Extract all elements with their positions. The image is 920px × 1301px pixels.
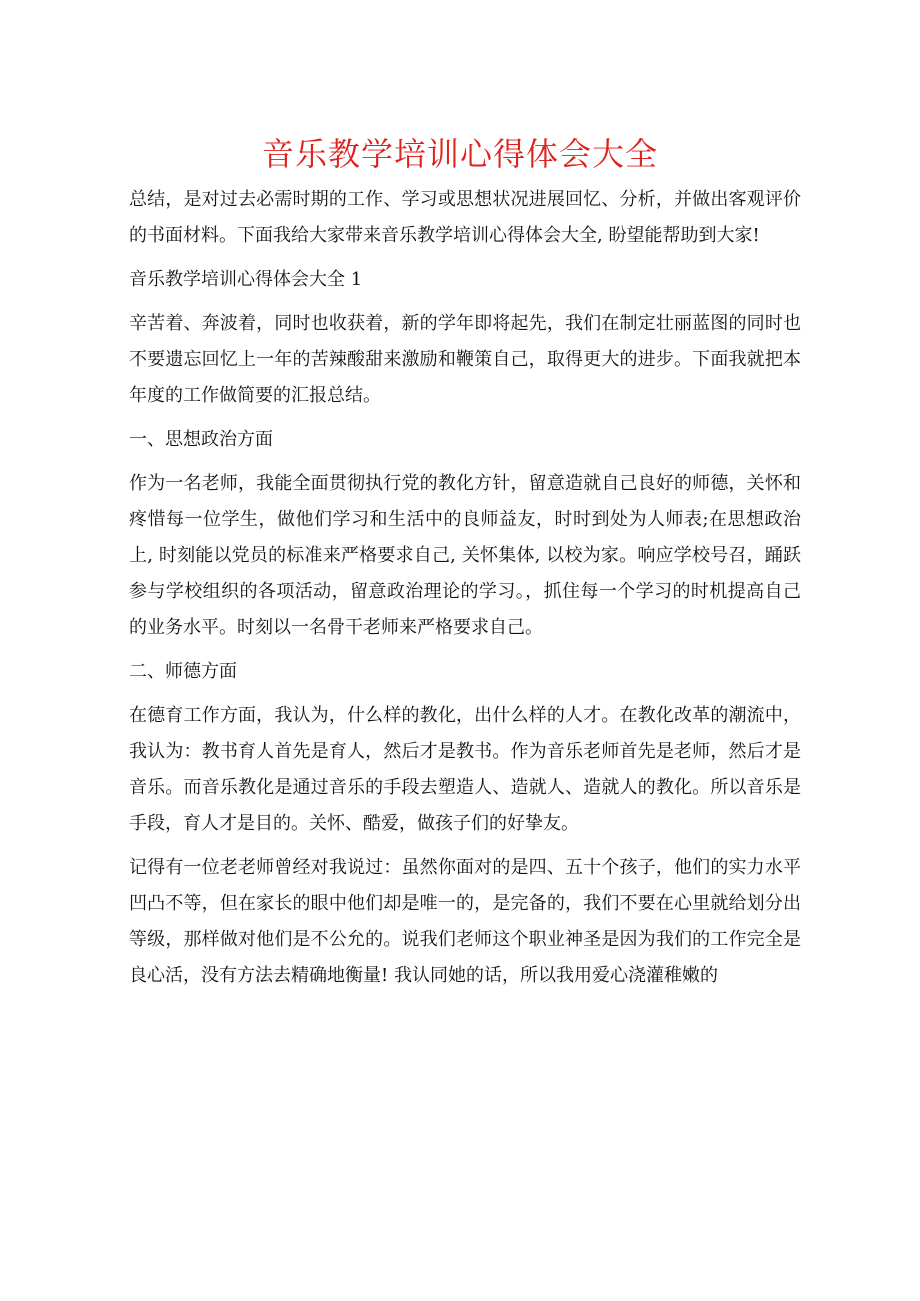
section-heading: 一、思想政治方面 bbox=[129, 429, 273, 450]
body-paragraph: 在德育工作方面，我认为，什么样的教化，出什么样的人才。在教化改革的潮流中，我认为：教书育人首先是育人，然后才是教书。作为音乐老师首先是老师，然后才是音乐。而音乐教化是通过音乐的手段去塑造人、造就人、造就人的教化。所以音乐是手段，育人才是目的。关怀、酷爱，做孩子们的好挚友。 bbox=[129, 705, 801, 834]
document-title: 音乐教学培训心得体会大全 bbox=[261, 135, 658, 173]
body-paragraph: 作为一名老师，我能全面贯彻执行党的教化方针，留意造就自己良好的师德，关怀和疼惜每一位学生，做他们学习和生活中的良师益友，时时到处为人师表;在思想政治上, 时刻能以党员的标准来严格要求自己, 关怀集体, 以校为家。响应学校号召，踊跃参与学校组织的各项活动，留意政治理论的学习。，抓住每一个学习的时机提高自己的业务水平。时刻以一名骨干老师来严格要求自己。 bbox=[129, 473, 801, 638]
intro-paragraph: 总结，是对过去必需时期的工作、学习或思想状况进展回忆、分析，并做出客观评价的书面材料。下面我给大家带来音乐教学培训心得体会大全, 盼望能帮助到大家! bbox=[129, 189, 801, 246]
section-heading: 二、师德方面 bbox=[129, 661, 237, 682]
section-heading: 音乐教学培训心得体会大全 1 bbox=[129, 269, 363, 290]
body-paragraph: 记得有一位老老师曾经对我说过：虽然你面对的是四、五十个孩子，他们的实力水平凹凸不等，但在家长的眼中他们却是唯一的，是完备的，我们不要在心里就给划分出等级，那样做对他们是不公允的。说我们老师这个职业神圣是因为我们的工作完全是良心活，没有方法去精确地衡量! 我认同她的话，所以我用爱心浇灌稚嫩的 bbox=[129, 857, 801, 986]
document-body bbox=[129, 182, 801, 1002]
body-paragraph: 辛苦着、奔波着，同时也收获着，新的学年即将起先，我们在制定壮丽蓝图的同时也不要遗忘回忆上一年的苦辣酸甜来激励和鞭策自己，取得更大的进步。下面我就把本年度的工作做简要的汇报总结。 bbox=[129, 313, 801, 406]
